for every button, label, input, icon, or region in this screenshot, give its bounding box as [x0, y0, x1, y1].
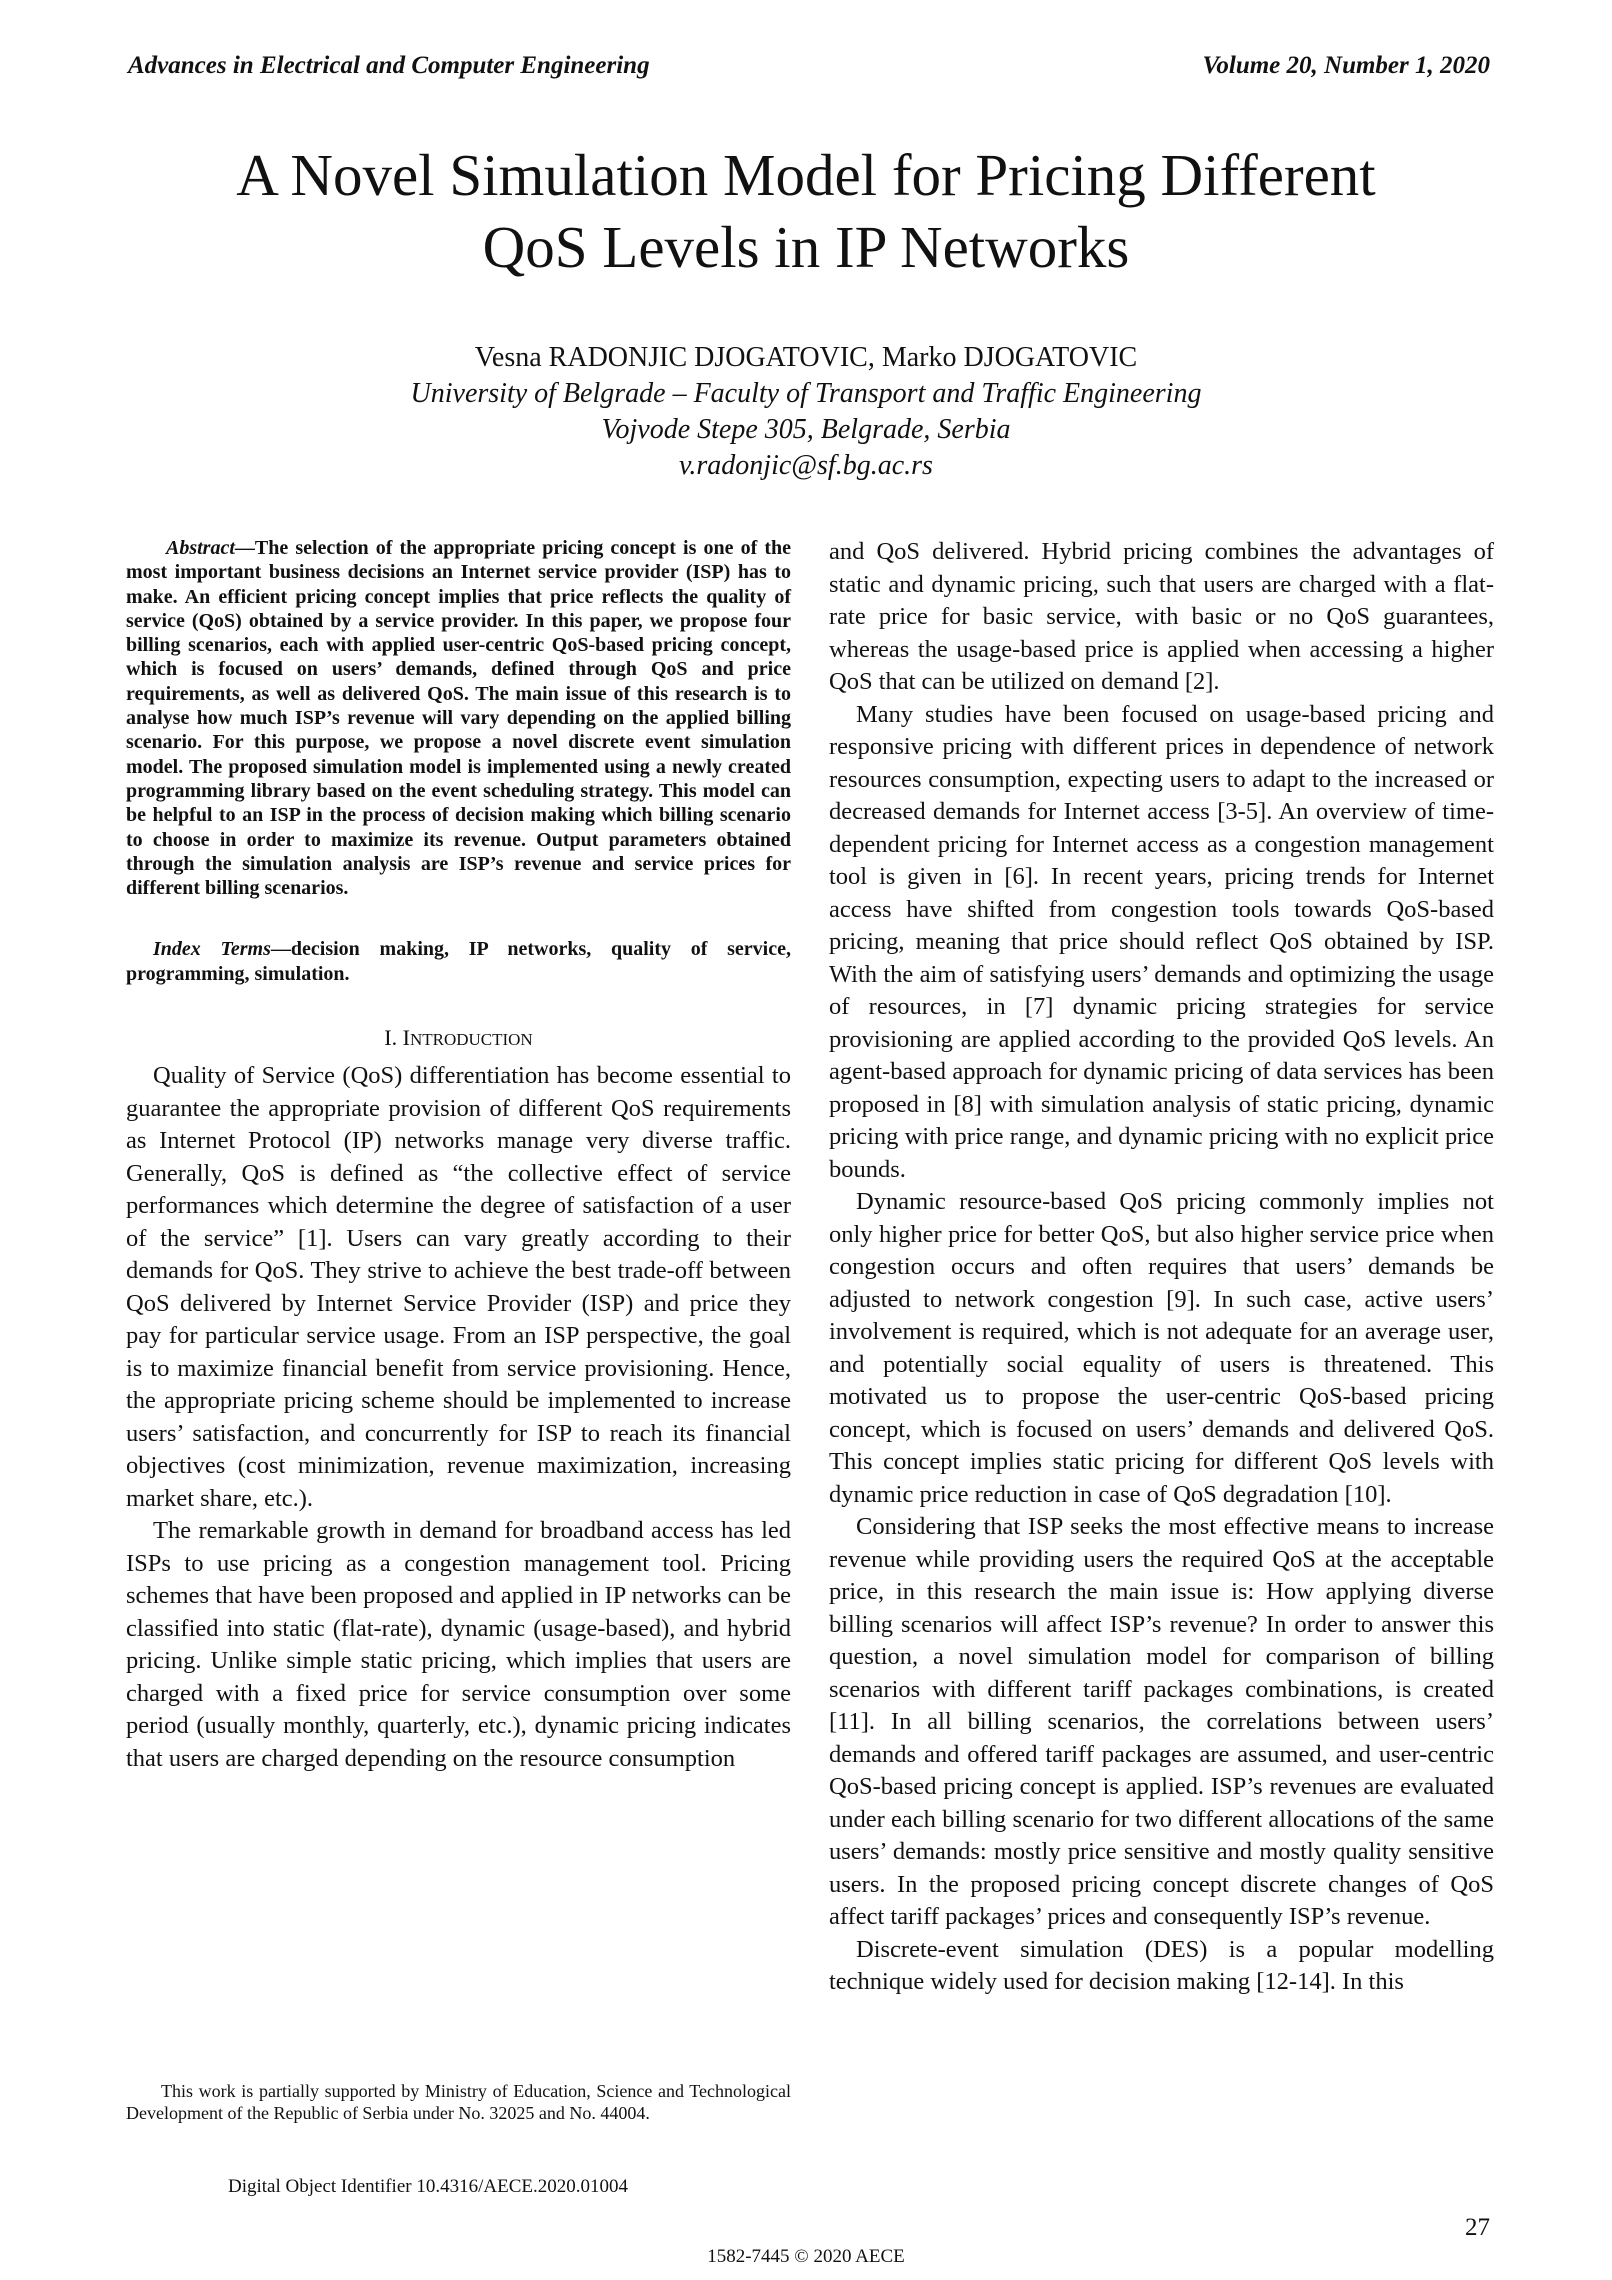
body-paragraph: Considering that ISP seeks the most effective means to increase revenue while providing users the required QoS at the acceptable price, in this research the main issue is: How applying diverse billing scenarios will affect ISP’s revenue? In order to answer this question, a novel simulation model for comparison of billing scenarios with different tariff packages combinations, is created [11]. In all billing scenarios, the correlations between users’ demands and offered tariff packages are assumed, and user-centric QoS-based pricing concept is applied. ISP’s revenues are evaluated under each billing scenario for two different allocations of the same users’ demands: mostly price sensitive and mostly quality sensitive users. In the proposed pricing concept discrete changes of QoS affect tariff packages’ prices and consequently ISP’s revenue.	[829, 1513, 1494, 1930]
paper-title-line-1: A Novel Simulation Model for Pricing Different	[236, 142, 1376, 208]
authors: Vesna RADONJIC DJOGATOVIC, Marko DJOGATOVIC	[474, 342, 1138, 373]
abstract-lead: Abstract	[166, 537, 235, 559]
body-paragraph: The remarkable growth in demand for broadband access has led ISPs to use pricing as a congestion management tool. Pricing schemes that have been proposed and applied in IP networks can be classified into static (flat-rate), dynamic (usage-based), and hybrid pricing. Unlike simple static pricing, which implies that users are charged with a fixed price for service consumption over some period (usually monthly, quarterly, etc.), dynamic pricing indicates that users are charged depending on the resource consumption	[126, 1517, 791, 1772]
section-initial: I	[402, 1025, 410, 1051]
footnote-text: This work is partially supported by Ministry of Education, Science and Technological Development of the Republic of Serbia under No. 32025 and No. 44004.	[126, 2081, 791, 2123]
abstract	[126, 536, 791, 900]
volume-info: Volume 20, Number 1, 2020	[1202, 52, 1490, 79]
right-column	[829, 536, 1494, 1999]
left-column	[126, 536, 791, 1775]
copyright: 1582-7445 © 2020 AECE	[707, 2246, 905, 2267]
section-number: I.	[384, 1025, 398, 1051]
affiliation-line-2: Vojvode Stepe 305, Belgrade, Serbia	[601, 414, 1011, 445]
body-paragraph: Quality of Service (QoS) differentiation has become essential to guarantee the appropriate provision of different QoS requirements as Internet Protocol (IP) networks manage very diverse traffic. Generally, QoS is defined as “the collective effect of service performances which determine the degree of satisfaction of a user of the service” [1]. Users can vary greatly according to their demands for QoS. They strive to achieve the best trade-off between QoS delivered by Internet Service Provider (ISP) and price they pay for particular service usage. From an ISP perspective, the goal is to maximize financial benefit from service provisioning. Hence, the appropriate pricing scheme should be implemented to increase users’ satisfaction, and concurrently for ISP to reach its financial objectives (cost minimization, revenue maximization, increasing market share, etc.).	[126, 1062, 791, 1512]
index-terms-lead: Index Terms	[153, 938, 271, 961]
page-number: 27	[1465, 2214, 1490, 2241]
index-terms-text: —decision making, IP networks, quality of service, programming, simulation.	[126, 938, 791, 985]
body-paragraph: and QoS delivered. Hybrid pricing combines the advantages of static and dynamic pricing, such that users are charged with a flat-rate price for basic service, with basic or no QoS guarantees, whereas the usage-based price is applied when accessing a higher QoS that can be utilized on demand [2].	[829, 538, 1494, 695]
author-email: v.radonjic@sf.bg.ac.rs	[679, 450, 933, 481]
body-paragraph: Many studies have been focused on usage-based pricing and responsive pricing with different prices in dependence of network resources consumption, expecting users to adapt to the increased or decreased demands for Internet access [3-5]. An overview of time-dependent pricing for Internet access as a congestion management tool is given in [6]. In recent years, pricing trends for Internet access have shifted from congestion tools towards QoS-based pricing, meaning that price should reflect QoS obtained by ISP. With the aim of satisfying users’ demands and optimizing the usage of resources, in [7] dynamic pricing strategies for service provisioning are applied according to the provided QoS levels. An agent-based approach for dynamic pricing of data services has been proposed in [8] with simulation analysis of static pricing, dynamic pricing with price range, and dynamic pricing with no explicit price bounds.	[829, 700, 1494, 1183]
paper-title-line-2: QoS Levels in IP Networks	[482, 214, 1130, 280]
section-rest: NTRODUCTION	[409, 1030, 533, 1050]
affiliation-line-1: University of Belgrade – Faculty of Transport and Traffic Engineering	[410, 378, 1202, 409]
body-paragraph: Discrete-event simulation (DES) is a popular modelling technique widely used for decision making [12-14]. In this	[829, 1935, 1494, 1995]
abstract-text: —The selection of the appropriate pricing concept is one of the most important business decisions an Internet service provider (ISP) has to make. An efficient pricing concept implies that price reflects the quality of service (QoS) obtained by a service provider. In this paper, we propose four billing scenarios, each with applied user-centric QoS-based pricing concept, which is focused on users’ demands, defined through QoS and price requirements, as well as delivered QoS. The main issue of this research is to analyse how much ISP’s revenue will vary depending on the applied billing scenario. For this purpose, we propose a novel discrete event simulation model. The proposed simulation model is implemented using a newly created programming library based on the event scheduling strategy. This model can be helpful to an ISP in the process of decision making which billing scenario to choose in order to maximize its revenue. Output parameters obtained through the simulation analysis are ISP’s revenue and service prices for different billing scenarios.	[126, 537, 791, 900]
index-terms	[126, 937, 791, 986]
journal-name: Advances in Electrical and Computer Engineering	[128, 52, 650, 79]
doi: Digital Object Identifier 10.4316/AECE.2020.01004	[228, 2176, 628, 2197]
funding-footnote	[126, 2080, 791, 2124]
section-heading-introduction	[126, 1023, 791, 1055]
body-paragraph: Dynamic resource-based QoS pricing commonly implies not only higher price for better QoS, but also higher service price when congestion occurs and often requires that users’ demands be adjusted to network congestion [9]. In such case, active users’ involvement is required, which is not adequate for an average user, and potentially social equality of users is threatened. This motivated us to propose the user-centric QoS-based pricing concept, which is focused on users’ demands and delivered QoS. This concept implies static pricing for different QoS levels with dynamic price reduction in case of QoS degradation [10].	[829, 1188, 1494, 1508]
